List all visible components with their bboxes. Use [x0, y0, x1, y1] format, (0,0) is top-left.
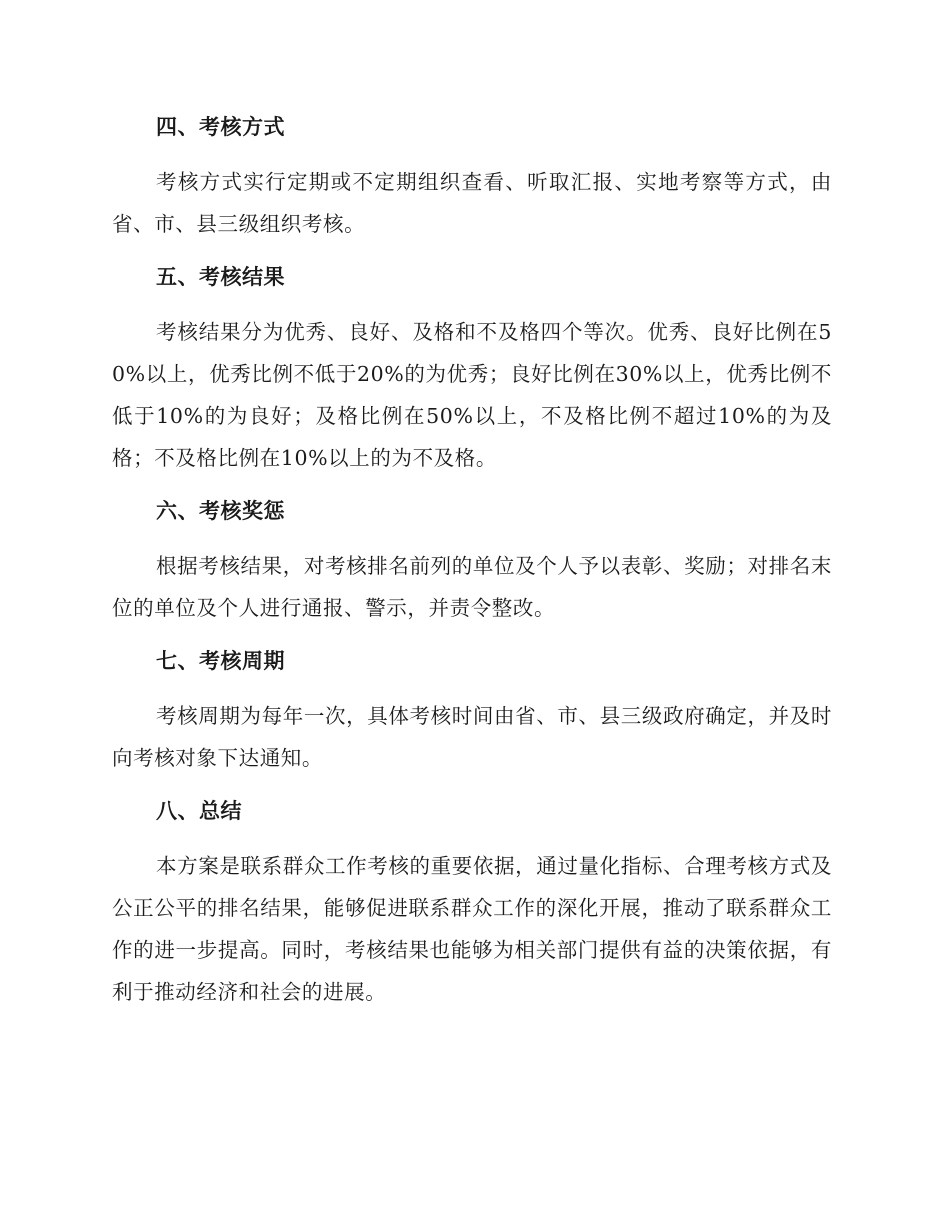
section-summary: [112, 792, 832, 1013]
section-assessment-cycle: [112, 642, 832, 792]
section-paragraph: 根据考核结果，对考核排名前列的单位及个人予以表彰、奖励；对排名末位的单位及个人进行通报、警示，并责令整改。: [112, 554, 832, 620]
section-assessment-method: [112, 108, 832, 258]
section-heading: 七、考核周期: [156, 649, 285, 673]
section-paragraph: 本方案是联系群众工作考核的重要依据，通过量化指标、合理考核方式及公正公平的排名结果，能够促进联系群众工作的深化开展，推动了联系群众工作的进一步提高。同时，考核结果也能够为相关部门提供有益的决策依据，有利于推动经济和社会的进展。: [112, 854, 832, 1004]
section-rewards-penalties: [112, 492, 832, 642]
section-paragraph: 考核结果分为优秀、良好、及格和不及格四个等次。优秀、良好比例在50%以上，优秀比例不低于20%的为优秀；良好比例在30%以上，优秀比例不低于10%的为良好；及格比例在50%以上，不及格比例不超过10%的为及格；不及格比例在10%以上的为不及格。: [112, 320, 832, 470]
section-heading: 八、总结: [156, 799, 242, 823]
section-paragraph: 考核方式实行定期或不定期组织查看、听取汇报、实地考察等方式，由省、市、县三级组织考核。: [112, 170, 832, 236]
section-heading: 四、考核方式: [156, 115, 285, 139]
section-paragraph: 考核周期为每年一次，具体考核时间由省、市、县三级政府确定，并及时向考核对象下达通知。: [112, 704, 832, 770]
section-heading: 六、考核奖惩: [156, 499, 285, 523]
document-page: [112, 108, 832, 1013]
section-heading: 五、考核结果: [156, 265, 285, 289]
section-assessment-results: [112, 258, 832, 492]
